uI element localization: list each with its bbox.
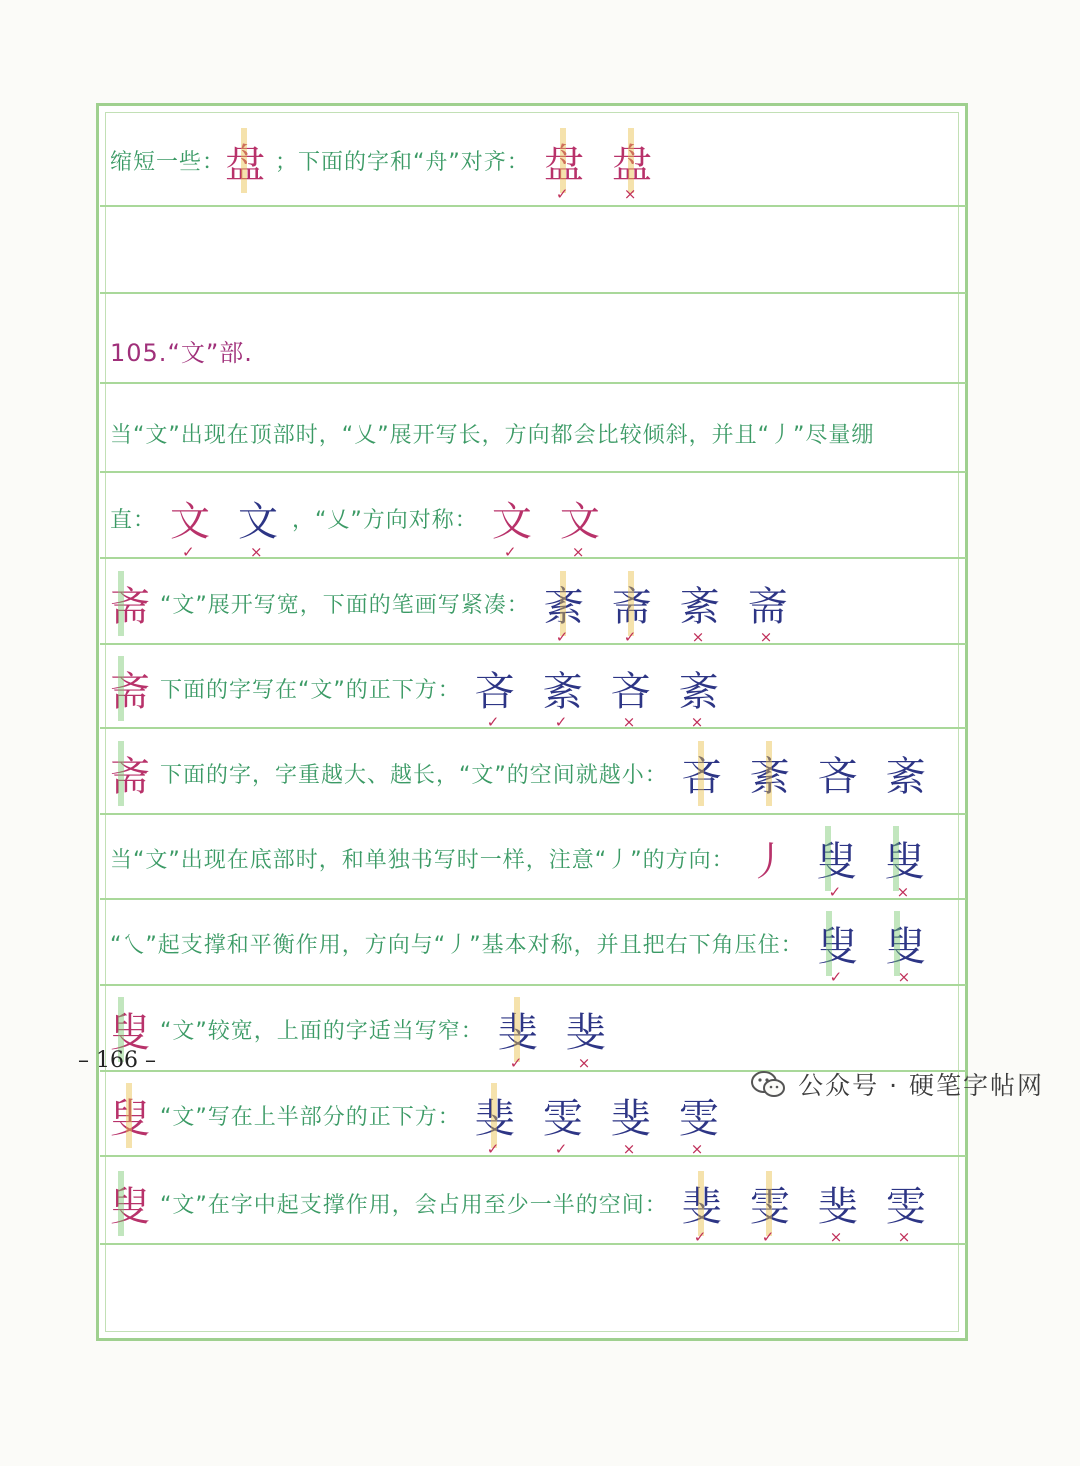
ruling-line [100,813,966,815]
note-line-9 [110,915,972,986]
char-glyph: 紊 [679,583,720,630]
check-mark-icon: ✓ [554,1139,568,1158]
char-glyph: 叟 [110,1009,150,1056]
example-char [110,745,150,802]
line-text: “文”较宽，上面的字适当写窄： [160,1018,484,1044]
section-title: 105.“文”部. [110,338,253,367]
cross-mark-icon: × [896,882,910,901]
example-char [542,1087,583,1158]
guide-stroke [894,911,900,976]
line-text: “文”展开写宽，下面的笔画写紧凑： [160,592,530,618]
note-line-5 [110,575,972,646]
check-mark-icon: ✓ [623,627,637,646]
cross-mark-icon: × [829,1227,843,1246]
example-char [678,660,719,731]
cross-mark-icon: × [622,712,636,731]
line-text: 直： [110,507,157,533]
char-glyph: 紊 [543,583,584,630]
char-glyph: 雯 [542,1095,583,1142]
ruling-line [100,727,966,729]
char-glyph: 吝 [817,753,858,800]
char-glyph: 紊 [749,753,790,800]
example-char [816,830,857,901]
guide-stroke [241,128,247,193]
check-mark-icon: ✓ [182,542,195,561]
char-glyph: 吝 [681,753,722,800]
note-line-6 [110,660,972,731]
example-char [542,660,583,731]
cross-mark-icon: × [250,542,263,561]
example-char [110,660,150,717]
line-text: 当“文”出现在顶部时，“乂”展开写长，方向都会比较倾斜，并且“丿”尽量绷 [110,422,875,448]
page-number: – 166 – [78,1048,156,1073]
char-glyph: 紊 [678,668,719,715]
guide-stroke [118,571,124,636]
example-char [474,660,515,731]
line-text: 缩短一些： [110,149,226,175]
guide-stroke [118,1171,124,1236]
char-glyph: 丿 [748,838,789,885]
char-glyph: 紊 [542,668,583,715]
note-line-4 [110,490,972,561]
guide-stroke [825,826,831,891]
check-mark-icon: ✓ [486,1139,500,1158]
cross-mark-icon: × [622,1139,636,1158]
example-char [817,1175,858,1246]
example-char [565,1001,606,1072]
check-mark-icon: ✓ [555,627,569,646]
example-char [885,1175,926,1246]
char-glyph: 文 [491,498,532,545]
line-text: “文”写在上半部分的正下方： [160,1104,461,1130]
guide-stroke [560,128,566,193]
line-text: 当“文”出现在底部时，和单独书写时一样，注意“丿”的方向： [110,847,735,873]
char-glyph: 叟 [110,1095,150,1142]
char-glyph: 文 [559,498,600,545]
example-char [543,575,584,646]
char-glyph: 雯 [885,1183,926,1230]
check-mark-icon: ✓ [509,1053,523,1072]
cross-mark-icon: × [691,627,705,646]
example-char [682,745,722,802]
line-text: “乀”起支撑和平衡作用，方向与“丿”基本对称，并且把右下角压住： [110,932,804,958]
char-glyph: 斐 [681,1183,722,1230]
check-mark-icon: ✓ [761,1227,775,1246]
example-char [497,1001,538,1072]
wechat-icon [750,1069,786,1099]
example-char [750,745,790,802]
cross-mark-icon: × [690,1139,704,1158]
note-line-3 [110,408,960,458]
char-glyph: 叟 [884,838,925,885]
cross-mark-icon: × [897,967,911,986]
watermark [750,1066,1044,1102]
example-char [886,745,926,802]
sheet-inner-border [105,112,959,1332]
guide-stroke [766,1171,772,1236]
char-glyph: 文 [238,498,279,545]
example-char [885,915,926,986]
guide-stroke [126,1083,132,1148]
char-glyph: 斐 [497,1009,538,1056]
example-char [611,132,652,203]
guide-stroke [514,997,520,1062]
check-mark-icon: ✓ [554,712,568,731]
char-glyph: 紊 [885,753,926,800]
example-char [818,745,858,802]
char-glyph: 雯 [678,1095,719,1142]
check-mark-icon: ✓ [828,882,842,901]
char-glyph: 盘 [225,140,266,187]
guide-stroke [491,1083,497,1148]
example-char [110,1175,150,1232]
guide-stroke [766,741,772,806]
char-glyph: 斋 [110,668,150,715]
char-glyph: 斐 [565,1009,606,1056]
char-glyph: 盘 [611,140,652,187]
char-glyph: 斋 [611,583,652,630]
example-char [559,490,600,561]
example-char [170,490,211,561]
char-glyph: 斋 [110,753,150,800]
example-char [238,490,279,561]
watermark-text: 公众号 · 硬笔字帖网 [798,1071,1044,1100]
char-glyph: 吝 [474,668,515,715]
guide-stroke [893,826,899,891]
note-line-8 [110,830,972,901]
example-char [491,490,532,561]
example-char [225,132,265,189]
char-glyph: 叟 [110,1183,150,1230]
char-glyph: 盘 [543,140,584,187]
guide-stroke [826,911,832,976]
cross-mark-icon: × [759,627,773,646]
example-char [679,575,720,646]
example-char [749,1175,790,1246]
example-char [678,1087,719,1158]
char-glyph: 斐 [474,1095,515,1142]
example-char [884,830,925,901]
guide-stroke [118,656,124,721]
example-char [749,830,789,887]
line-text: 下面的字写在“文”的正下方： [160,677,461,703]
cross-mark-icon: × [571,542,585,561]
guide-stroke [628,571,634,636]
note-line-7 [110,745,972,801]
guide-stroke [560,571,566,636]
example-char [817,915,858,986]
example-char [110,1087,150,1144]
guide-stroke [628,128,634,193]
check-mark-icon: ✓ [829,967,843,986]
char-glyph: 斋 [747,583,788,630]
char-glyph: 叟 [817,923,858,970]
check-mark-icon: ✓ [693,1227,707,1246]
example-char [610,1087,651,1158]
char-glyph: 吝 [610,668,651,715]
line-text: “文”在字中起支撑作用，会占用至少一半的空间： [160,1192,668,1218]
note-line-12 [110,1175,972,1246]
note-line-1 [110,130,972,203]
check-mark-icon: ✓ [486,712,500,731]
ruling-line [100,382,966,384]
ruling-line [100,292,966,294]
cross-mark-icon: × [690,712,704,731]
check-mark-icon: ✓ [555,184,569,203]
char-glyph: 斋 [110,583,150,630]
check-mark-icon: ✓ [503,542,517,561]
line-text: 下面的字，字重越大、越长，“文”的空间就越小： [160,762,668,788]
guide-stroke [698,1171,704,1236]
cross-mark-icon: × [623,184,637,203]
example-char [681,1175,722,1246]
ruling-line [100,1155,966,1157]
cross-mark-icon: × [577,1053,591,1072]
section-heading [110,325,972,375]
ruling-line [100,643,966,645]
ruling-line [100,205,966,207]
example-char [747,575,788,646]
example-char [110,575,150,632]
example-char [610,660,651,731]
char-glyph: 文 [170,498,211,545]
char-glyph: 斐 [610,1095,651,1142]
cross-mark-icon: × [897,1227,911,1246]
example-char [611,575,652,646]
line-text: ；下面的字和“舟”对齐： [275,149,530,175]
example-char [474,1087,515,1158]
guide-stroke [698,741,704,806]
char-glyph: 斐 [817,1183,858,1230]
guide-stroke [118,741,124,806]
ruling-line [100,471,966,473]
ruling-line [100,557,966,559]
char-glyph: 叟 [885,923,926,970]
example-char [543,132,584,203]
line-text: ，“乂”方向对称： [292,507,478,533]
char-glyph: 雯 [749,1183,790,1230]
char-glyph: 叟 [816,838,857,885]
